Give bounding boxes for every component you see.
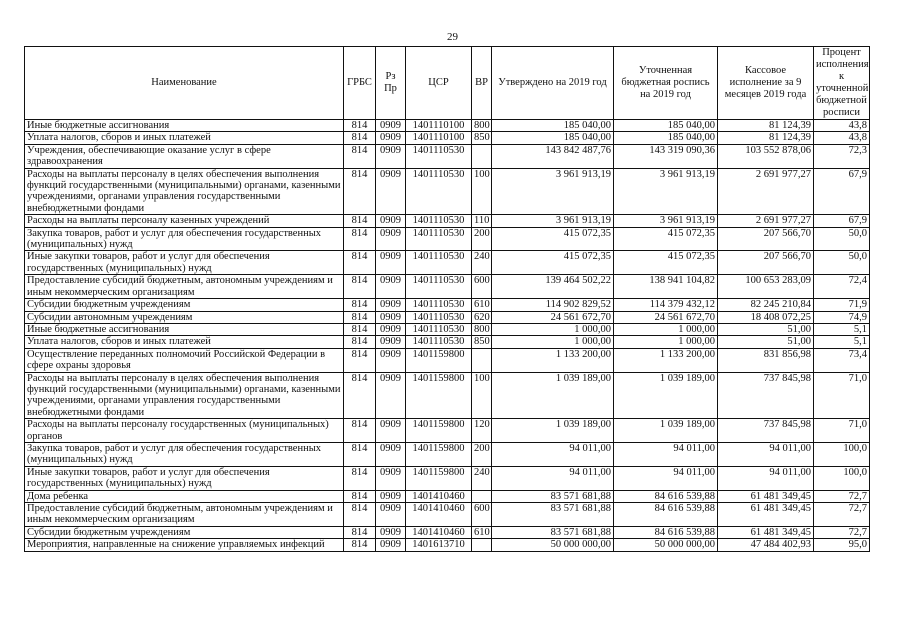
cell-name: Расходы на выплаты персоналу в целях обеспечения выполнения функций государственными (муниципальными) органами, казенными учреждениями, органами управления государственными внебюджетными фондами: [25, 372, 344, 419]
cell-rzpr: 0909: [376, 215, 406, 227]
cell-cash: 61 481 349,45: [718, 503, 814, 527]
cell-csr: 1401410460: [406, 526, 472, 538]
cell-vr: 600: [472, 503, 492, 527]
cell-refined: 1 000,00: [614, 323, 718, 335]
table-row: [25, 539, 870, 551]
cell-rzpr: 0909: [376, 526, 406, 538]
cell-percent: 72,7: [814, 526, 870, 538]
header-name: Наименование: [25, 47, 344, 120]
table-row: [25, 168, 870, 215]
table-row: [25, 144, 870, 168]
table-row: [25, 299, 870, 311]
cell-approved: 83 571 681,88: [492, 526, 614, 538]
table-row: [25, 372, 870, 419]
cell-percent: 95,0: [814, 539, 870, 551]
header-vr: ВР: [472, 47, 492, 120]
cell-name: Мероприятия, направленные на снижение управляемых инфекций: [25, 539, 344, 551]
cell-cash: 47 484 402,93: [718, 539, 814, 551]
cell-percent: 5,1: [814, 336, 870, 348]
cell-percent: 100,0: [814, 442, 870, 466]
cell-csr: 1401110530: [406, 299, 472, 311]
cell-vr: [472, 539, 492, 551]
cell-refined: 143 319 090,36: [614, 144, 718, 168]
table-row: [25, 311, 870, 323]
table-row: [25, 336, 870, 348]
cell-vr: 200: [472, 227, 492, 251]
cell-refined: 84 616 539,88: [614, 490, 718, 502]
cell-csr: 1401110530: [406, 144, 472, 168]
cell-csr: 1401159800: [406, 348, 472, 372]
header-cash: Кассовое исполнение за 9 месяцев 2019 года: [718, 47, 814, 120]
cell-cash: 81 124,39: [718, 120, 814, 132]
header-row: [25, 47, 870, 120]
cell-vr: [472, 490, 492, 502]
cell-cash: 94 011,00: [718, 466, 814, 490]
cell-vr: 240: [472, 251, 492, 275]
cell-name: Дома ребенка: [25, 490, 344, 502]
cell-refined: 1 000,00: [614, 336, 718, 348]
cell-rzpr: 0909: [376, 503, 406, 527]
table-row: [25, 442, 870, 466]
cell-refined: 84 616 539,88: [614, 503, 718, 527]
cell-vr: 620: [472, 311, 492, 323]
cell-csr: 1401110530: [406, 275, 472, 299]
cell-rzpr: 0909: [376, 251, 406, 275]
cell-approved: 1 039 189,00: [492, 372, 614, 419]
cell-cash: 2 691 977,27: [718, 168, 814, 215]
table-row: [25, 526, 870, 538]
table-row: [25, 227, 870, 251]
cell-csr: 1401410460: [406, 490, 472, 502]
cell-percent: 72,7: [814, 490, 870, 502]
cell-percent: 72,7: [814, 503, 870, 527]
cell-name: Субсидии бюджетным учреждениям: [25, 299, 344, 311]
cell-name: Иные бюджетные ассигнования: [25, 323, 344, 335]
cell-csr: 1401110530: [406, 336, 472, 348]
cell-grbs: 814: [344, 539, 376, 551]
cell-rzpr: 0909: [376, 132, 406, 144]
cell-csr: 1401159800: [406, 372, 472, 419]
cell-rzpr: 0909: [376, 466, 406, 490]
cell-rzpr: 0909: [376, 120, 406, 132]
cell-vr: 850: [472, 336, 492, 348]
cell-approved: 1 039 189,00: [492, 419, 614, 443]
header-rzpr: Рз Пр: [376, 47, 406, 120]
cell-approved: 3 961 913,19: [492, 215, 614, 227]
cell-cash: 207 566,70: [718, 251, 814, 275]
cell-percent: 67,9: [814, 215, 870, 227]
cell-vr: 610: [472, 526, 492, 538]
cell-vr: 800: [472, 323, 492, 335]
cell-rzpr: 0909: [376, 348, 406, 372]
cell-approved: 24 561 672,70: [492, 311, 614, 323]
cell-name: Иные закупки товаров, работ и услуг для обеспечения государственных (муниципальных) нужд: [25, 466, 344, 490]
cell-name: Уплата налогов, сборов и иных платежей: [25, 336, 344, 348]
cell-name: Иные закупки товаров, работ и услуг для обеспечения государственных (муниципальных) нужд: [25, 251, 344, 275]
cell-grbs: 814: [344, 311, 376, 323]
cell-name: Расходы на выплаты персоналу казенных учреждений: [25, 215, 344, 227]
cell-approved: 185 040,00: [492, 132, 614, 144]
cell-rzpr: 0909: [376, 323, 406, 335]
table-row: [25, 348, 870, 372]
cell-approved: 185 040,00: [492, 120, 614, 132]
cell-refined: 84 616 539,88: [614, 526, 718, 538]
cell-grbs: 814: [344, 348, 376, 372]
header-csr: ЦСР: [406, 47, 472, 120]
cell-rzpr: 0909: [376, 144, 406, 168]
cell-grbs: 814: [344, 144, 376, 168]
cell-name: Учреждения, обеспечивающие оказание услуг в сфере здравоохранения: [25, 144, 344, 168]
cell-cash: 100 653 283,09: [718, 275, 814, 299]
cell-approved: 114 902 829,52: [492, 299, 614, 311]
cell-grbs: 814: [344, 490, 376, 502]
cell-approved: 143 842 487,76: [492, 144, 614, 168]
table-row: [25, 251, 870, 275]
cell-name: Закупка товаров, работ и услуг для обеспечения государственных (муниципальных) нужд: [25, 442, 344, 466]
cell-vr: 100: [472, 372, 492, 419]
cell-vr: [472, 144, 492, 168]
cell-cash: 51,00: [718, 336, 814, 348]
cell-vr: 200: [472, 442, 492, 466]
cell-cash: 61 481 349,45: [718, 526, 814, 538]
cell-vr: 120: [472, 419, 492, 443]
cell-approved: 415 072,35: [492, 251, 614, 275]
cell-csr: 1401159800: [406, 466, 472, 490]
cell-csr: 1401110530: [406, 311, 472, 323]
cell-cash: 82 245 210,84: [718, 299, 814, 311]
cell-rzpr: 0909: [376, 311, 406, 323]
cell-grbs: 814: [344, 419, 376, 443]
cell-percent: 100,0: [814, 466, 870, 490]
header-percent: Процент исполнения к уточненной бюджетной росписи: [814, 47, 870, 120]
cell-percent: 74,9: [814, 311, 870, 323]
cell-vr: 850: [472, 132, 492, 144]
cell-approved: 94 011,00: [492, 442, 614, 466]
cell-csr: 1401159800: [406, 419, 472, 443]
cell-grbs: 814: [344, 323, 376, 335]
cell-refined: 94 011,00: [614, 442, 718, 466]
cell-csr: 1401110530: [406, 215, 472, 227]
table-body: [25, 120, 870, 552]
cell-grbs: 814: [344, 251, 376, 275]
cell-cash: 737 845,98: [718, 372, 814, 419]
cell-percent: 50,0: [814, 227, 870, 251]
cell-approved: 83 571 681,88: [492, 503, 614, 527]
cell-grbs: 814: [344, 466, 376, 490]
cell-approved: 83 571 681,88: [492, 490, 614, 502]
cell-vr: 800: [472, 120, 492, 132]
cell-grbs: 814: [344, 442, 376, 466]
cell-vr: 100: [472, 168, 492, 215]
cell-rzpr: 0909: [376, 275, 406, 299]
table-row: [25, 132, 870, 144]
cell-percent: 72,4: [814, 275, 870, 299]
cell-refined: 114 379 432,12: [614, 299, 718, 311]
cell-refined: 50 000 000,00: [614, 539, 718, 551]
cell-grbs: 814: [344, 227, 376, 251]
cell-csr: 1401613710: [406, 539, 472, 551]
cell-cash: 18 408 072,25: [718, 311, 814, 323]
cell-name: Расходы на выплаты персоналу государственных (муниципальных) органов: [25, 419, 344, 443]
table-row: [25, 120, 870, 132]
cell-rzpr: 0909: [376, 227, 406, 251]
cell-percent: 43,8: [814, 120, 870, 132]
table-row: [25, 215, 870, 227]
cell-name: Субсидии автономным учреждениям: [25, 311, 344, 323]
cell-approved: 1 133 200,00: [492, 348, 614, 372]
cell-name: Закупка товаров, работ и услуг для обеспечения государственных (муниципальных) нужд: [25, 227, 344, 251]
cell-rzpr: 0909: [376, 372, 406, 419]
cell-rzpr: 0909: [376, 168, 406, 215]
cell-grbs: 814: [344, 372, 376, 419]
cell-refined: 185 040,00: [614, 132, 718, 144]
cell-csr: 1401110530: [406, 227, 472, 251]
budget-table: [24, 46, 870, 552]
cell-rzpr: 0909: [376, 299, 406, 311]
cell-approved: 139 464 502,22: [492, 275, 614, 299]
cell-approved: 415 072,35: [492, 227, 614, 251]
cell-approved: 94 011,00: [492, 466, 614, 490]
cell-cash: 94 011,00: [718, 442, 814, 466]
cell-rzpr: 0909: [376, 336, 406, 348]
cell-approved: 50 000 000,00: [492, 539, 614, 551]
cell-refined: 1 039 189,00: [614, 372, 718, 419]
cell-refined: 3 961 913,19: [614, 168, 718, 215]
cell-percent: 72,3: [814, 144, 870, 168]
cell-cash: 207 566,70: [718, 227, 814, 251]
table-row: [25, 466, 870, 490]
cell-percent: 71,0: [814, 372, 870, 419]
cell-refined: 138 941 104,82: [614, 275, 718, 299]
cell-refined: 1 039 189,00: [614, 419, 718, 443]
cell-rzpr: 0909: [376, 419, 406, 443]
cell-grbs: 814: [344, 120, 376, 132]
cell-cash: 103 552 878,06: [718, 144, 814, 168]
cell-grbs: 814: [344, 503, 376, 527]
table-row: [25, 323, 870, 335]
cell-refined: 415 072,35: [614, 227, 718, 251]
cell-refined: 24 561 672,70: [614, 311, 718, 323]
cell-rzpr: 0909: [376, 442, 406, 466]
cell-percent: 43,8: [814, 132, 870, 144]
cell-name: Уплата налогов, сборов и иных платежей: [25, 132, 344, 144]
cell-grbs: 814: [344, 299, 376, 311]
cell-grbs: 814: [344, 215, 376, 227]
cell-csr: 1401110530: [406, 168, 472, 215]
cell-approved: 3 961 913,19: [492, 168, 614, 215]
cell-name: Расходы на выплаты персоналу в целях обеспечения выполнения функций государственными (муниципальными) органами, казенными учреждениями, органами управления государственными внебюджетными фондами: [25, 168, 344, 215]
table-row: [25, 490, 870, 502]
cell-approved: 1 000,00: [492, 323, 614, 335]
cell-grbs: 814: [344, 336, 376, 348]
cell-refined: 94 011,00: [614, 466, 718, 490]
table-row: [25, 503, 870, 527]
page-number: 29: [447, 31, 458, 43]
cell-percent: 50,0: [814, 251, 870, 275]
cell-percent: 73,4: [814, 348, 870, 372]
cell-refined: 3 961 913,19: [614, 215, 718, 227]
cell-refined: 415 072,35: [614, 251, 718, 275]
cell-rzpr: 0909: [376, 490, 406, 502]
cell-csr: 1401110530: [406, 251, 472, 275]
cell-approved: 1 000,00: [492, 336, 614, 348]
cell-refined: 185 040,00: [614, 120, 718, 132]
cell-cash: 51,00: [718, 323, 814, 335]
cell-refined: 1 133 200,00: [614, 348, 718, 372]
cell-grbs: 814: [344, 526, 376, 538]
cell-percent: 67,9: [814, 168, 870, 215]
header-approved: Утверждено на 2019 год: [492, 47, 614, 120]
header-refined: Уточненная бюджетная роспись на 2019 год: [614, 47, 718, 120]
cell-percent: 71,9: [814, 299, 870, 311]
cell-grbs: 814: [344, 168, 376, 215]
cell-grbs: 814: [344, 132, 376, 144]
cell-csr: 1401410460: [406, 503, 472, 527]
cell-csr: 1401159800: [406, 442, 472, 466]
cell-vr: 600: [472, 275, 492, 299]
cell-vr: 240: [472, 466, 492, 490]
table-row: [25, 275, 870, 299]
cell-csr: 1401110100: [406, 120, 472, 132]
cell-grbs: 814: [344, 275, 376, 299]
cell-name: Осуществление переданных полномочий Российской Федерации в сфере охраны здоровья: [25, 348, 344, 372]
cell-percent: 71,0: [814, 419, 870, 443]
cell-cash: 2 691 977,27: [718, 215, 814, 227]
cell-vr: [472, 348, 492, 372]
cell-vr: 610: [472, 299, 492, 311]
cell-vr: 110: [472, 215, 492, 227]
cell-cash: 61 481 349,45: [718, 490, 814, 502]
cell-csr: 1401110100: [406, 132, 472, 144]
cell-rzpr: 0909: [376, 539, 406, 551]
cell-name: Субсидии бюджетным учреждениям: [25, 526, 344, 538]
cell-percent: 5,1: [814, 323, 870, 335]
cell-cash: 81 124,39: [718, 132, 814, 144]
header-grbs: ГРБС: [344, 47, 376, 120]
cell-cash: 737 845,98: [718, 419, 814, 443]
table-row: [25, 419, 870, 443]
cell-name: Иные бюджетные ассигнования: [25, 120, 344, 132]
cell-name: Предоставление субсидий бюджетным, автономным учреждениям и иным некоммерческим организациям: [25, 503, 344, 527]
cell-csr: 1401110530: [406, 323, 472, 335]
cell-cash: 831 856,98: [718, 348, 814, 372]
cell-name: Предоставление субсидий бюджетным, автономным учреждениям и иным некоммерческим организациям: [25, 275, 344, 299]
